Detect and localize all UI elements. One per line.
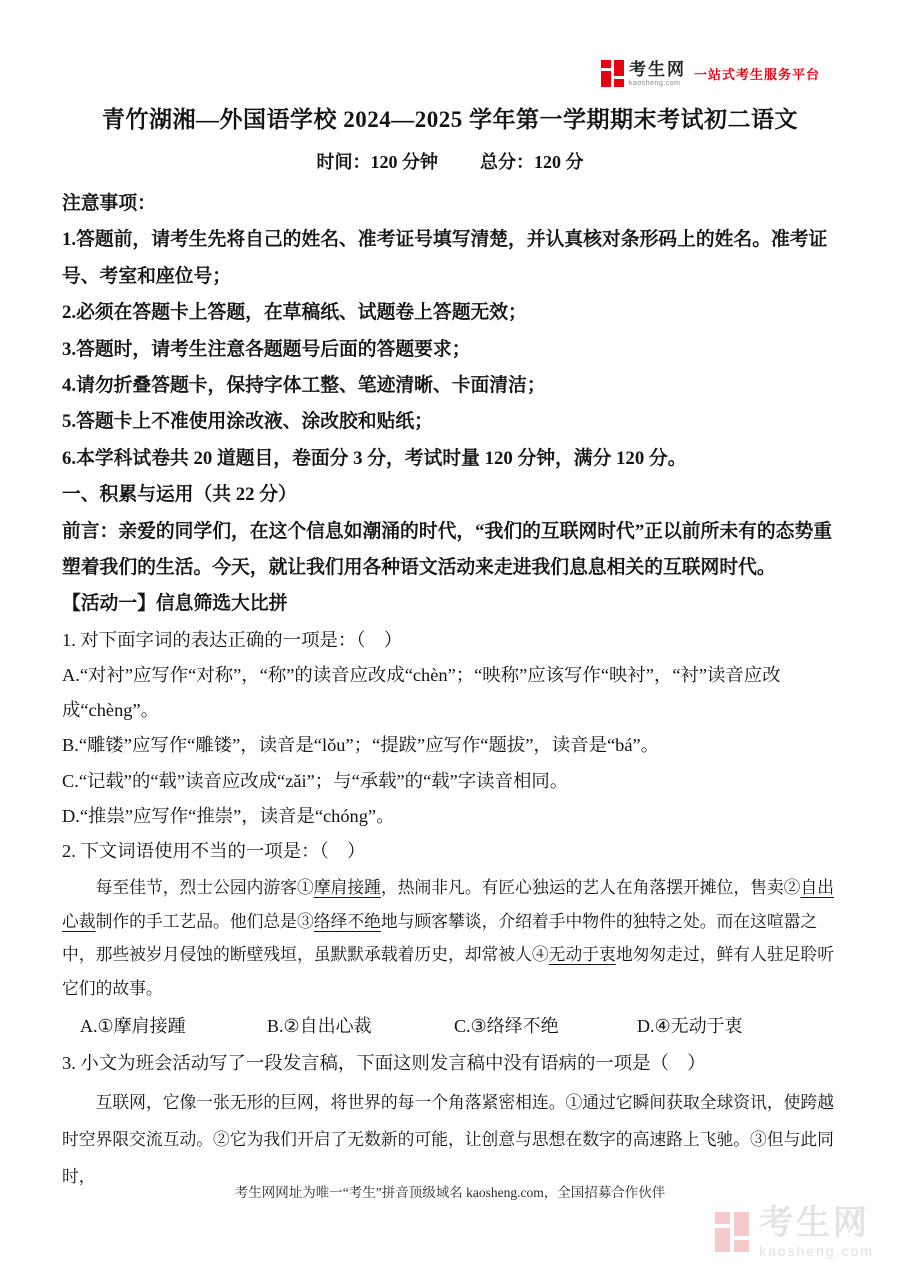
footer-note: 考生网网址为唯一“考生”拼音顶级域名 kaosheng.com，全国招募合作伙伴 [234,1185,666,1200]
q2-passage-segment: ，热闹非凡。有匠心独运的艺人在角落摆开摊位，售卖② [380,878,801,898]
notice-item: 6.本学科试卷共 20 道题目，卷面分 3 分，考试时量 120 分钟，满分 120 分。 [62,447,687,469]
q2-option-d: D.④无动于衷 [637,1016,743,1037]
exam-duration: 时间：120 分钟 [316,152,438,172]
q2-options-row [62,1009,840,1044]
notice-item: 3.答题时，请考生注意各题题号后面的答题要求； [62,338,471,360]
q1-option-a: A.“对衬”应写作“对称”，“称”的读音应改成“chèn”；“映称”应该写作“映衬”，“衬”读音应改成“chèng”。 [62,665,781,721]
q2-option-a: A.①摩肩接踵 [80,1016,186,1037]
q2-underlined-term: 摩肩接踵 [313,878,381,898]
notice-item: 5.答题卡上不准使用涂改液、涂改胶和贴纸； [62,411,433,433]
q3-stem: 3. 小文为班会活动写了一段发言稿，下面这则发言稿中没有语病的一项是（ ） [62,1053,706,1074]
brand-tagline: 一站式考生服务平台 [693,67,820,82]
brand-domain: kaosheng.com [628,79,681,87]
exam-body [62,186,840,1195]
watermark-brand-name: 考生网 [758,1204,870,1242]
watermark-brand-domain: kaosheng.com [758,1243,874,1259]
kaosheng-logo [601,60,820,87]
exam-total-score: 总分：120 分 [480,152,584,172]
kaosheng-watermark-icon [715,1212,749,1252]
exam-meta [0,148,900,174]
q2-passage-segment: 地与顾客攀谈，介绍着手中物件的独特之处。而在这喧嚣之中，那些被岁月侵蚀的断壁残垣，虽默默承载着历史，却常被人④ [62,911,818,965]
kaosheng-watermark [715,1206,874,1258]
q2-option-c: C.③络绎不绝 [454,1016,559,1037]
q1-stem: 1. 对下面字词的表达正确的一项是：（ ） [62,629,403,650]
q1-option-c: C.“记载”的“载”读音应改成“zǎi”；与“承载”的“载”字读音相同。 [62,770,569,791]
q2-underlined-term: 无动于衷 [548,945,616,965]
q1-option-d: D.“推祟”应写作“推崇”，读音是“chóng”。 [62,805,395,826]
q2-passage-segment: 制作的手工艺品。他们总是③ [95,911,314,931]
kaosheng-logo-icon [601,60,624,87]
section-preface: 前言：亲爱的同学们，在这个信息如潮涌的时代，“我们的互联网时代”正以前所未有的态势重塑着我们的生活。今天，就让我们用各种语文活动来走进我们息息相关的互联网时代。 [62,520,833,579]
brand-name: 考生网 [628,59,686,79]
q2-underlined-term: 自出心裁 [62,878,835,931]
notices-heading: 注意事项： [62,193,156,214]
q2-underlined-term: 络绎不绝 [313,911,381,931]
q2-stem: 2. 下文词语使用不当的一项是：（ ） [62,841,366,862]
notice-item: 2.必须在答题卡上答题，在草稿纸、试题卷上答题无效； [62,302,527,324]
q2-option-b: B.②自出心裁 [267,1016,372,1037]
q3-passage: 互联网，它像一张无形的巨网，将世界的每一个角落紧密相连。①通过它瞬间获取全球资讯，使跨越时空界限交流互动。②它为我们开启了无数新的可能，让创意与思想在数字的高速路上飞驰。③但与此同时， [62,1092,834,1186]
section-heading: 一、积累与运用（共 22 分） [62,484,297,506]
notice-item: 1.答题前，请考生先将自己的姓名、准考证号填写清楚，并认真核对条形码上的姓名。准考证号、考室和座位号； [62,229,828,287]
exam-title: 青竹湖湘—外国语学校 2024—2025 学年第一学期期末考试初二语文 [102,107,798,132]
q2-passage [62,871,840,1005]
notice-item: 4.请勿折叠答题卡，保持字体工整、笔迹清晰、卡面清洁； [62,375,546,397]
q1-option-b: B.“雕镂”应写作“雕镂”，读音是“lǒu”；“提跋”应写作“题拔”，读音是“bá”。 [62,735,660,756]
q2-passage-segment: 每至佳节，烈士公园内游客① [95,878,314,898]
activity-heading: 【活动一】信息筛选大比拼 [62,593,288,615]
q2-passage-segment: 地匆匆走过，鲜有人驻足聆听它们的故事。 [62,945,834,998]
